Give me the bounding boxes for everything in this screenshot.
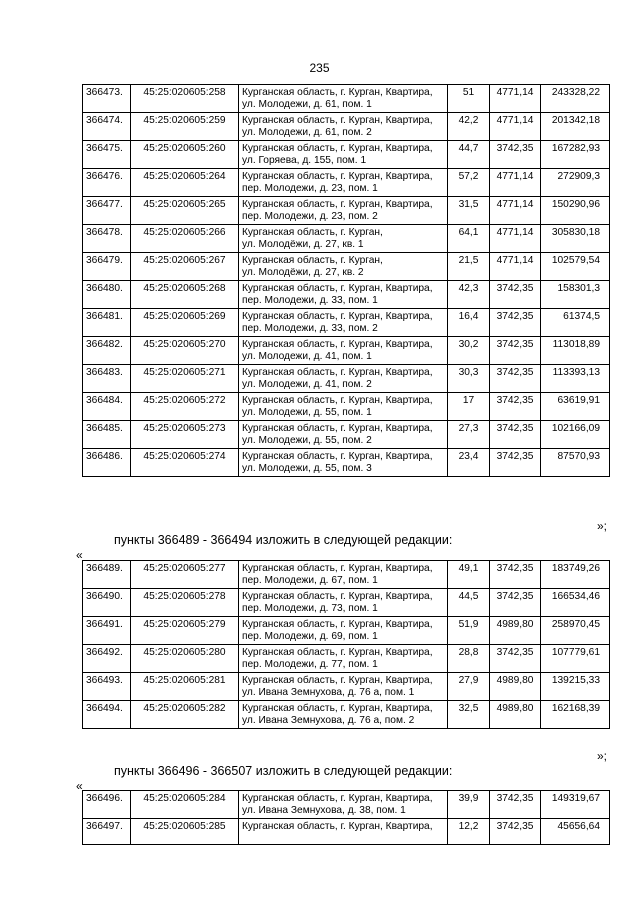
table-row	[83, 365, 610, 393]
address-cell: Курганская область, г. Курган, Квартира, пер. Молодежи, д. 23, пом. 2	[239, 197, 448, 225]
row-number-cell: 366497.	[83, 819, 131, 845]
cost-cell: 158301,3	[541, 281, 610, 309]
table-row	[83, 141, 610, 169]
address-cell: Курганская область, г. Курган, Квартира, ул. Горяева, д. 155, пом. 1	[239, 141, 448, 169]
address-cell: Курганская область, г. Курган, Квартира, ул. Молодежи, д. 61, пом. 1	[239, 85, 448, 113]
cadastral-number-cell: 45:25:020605:279	[131, 617, 239, 645]
cost-cell: 102579,54	[541, 253, 610, 281]
cadastral-number-cell: 45:25:020605:265	[131, 197, 239, 225]
address-cell: Курганская область, г. Курган, Квартира, ул. Молодежи, д. 55, пом. 1	[239, 393, 448, 421]
address-cell: Курганская область, г. Курган, Квартира, пер. Молодежи, д. 33, пом. 2	[239, 309, 448, 337]
row-number-cell: 366479.	[83, 253, 131, 281]
address-cell: Курганская область, г. Курган, Квартира, ул. Ивана Земнухова, д. 76 а, пом. 1	[239, 673, 448, 701]
unit-price-cell: 3742,35	[490, 819, 541, 845]
row-number-cell: 366486.	[83, 449, 131, 477]
cost-cell: 162168,39	[541, 701, 610, 729]
address-cell: Курганская область, г. Курган, Квартира, пер. Молодежи, д. 69, пом. 1	[239, 617, 448, 645]
cost-cell: 183749,26	[541, 561, 610, 589]
area-cell: 51	[448, 85, 490, 113]
cadastral-number-cell: 45:25:020605:273	[131, 421, 239, 449]
unit-price-cell: 4771,14	[490, 225, 541, 253]
table-row	[83, 701, 610, 729]
table-row	[83, 169, 610, 197]
unit-price-cell: 4771,14	[490, 85, 541, 113]
table-row	[83, 225, 610, 253]
area-cell: 27,3	[448, 421, 490, 449]
address-cell: Курганская область, г. Курган, Квартира, ул. Молодежи, д. 41, пом. 2	[239, 365, 448, 393]
row-number-cell: 366480.	[83, 281, 131, 309]
cost-cell: 139215,33	[541, 673, 610, 701]
address-cell: Курганская область, г. Курган, Квартира, ул. Молодежи, д. 61, пом. 2	[239, 113, 448, 141]
unit-price-cell: 3742,35	[490, 421, 541, 449]
unit-price-cell: 3742,35	[490, 791, 541, 819]
area-cell: 31,5	[448, 197, 490, 225]
area-cell: 44,5	[448, 589, 490, 617]
row-number-cell: 366485.	[83, 421, 131, 449]
property-table-2	[82, 560, 610, 729]
area-cell: 64,1	[448, 225, 490, 253]
cadastral-number-cell: 45:25:020605:266	[131, 225, 239, 253]
unit-price-cell: 3742,35	[490, 281, 541, 309]
page-number: 235	[309, 61, 330, 75]
cadastral-number-cell: 45:25:020605:272	[131, 393, 239, 421]
closing-quote: »;	[597, 519, 608, 533]
row-number-cell: 366481.	[83, 309, 131, 337]
row-number-cell: 366491.	[83, 617, 131, 645]
address-cell: Курганская область, г. Курган, Квартира, пер. Молодежи, д. 33, пом. 1	[239, 281, 448, 309]
area-cell: 32,5	[448, 701, 490, 729]
address-cell: Курганская область, г. Курган, Квартира, ул. Молодежи, д. 55, пом. 3	[239, 449, 448, 477]
row-number-cell: 366496.	[83, 791, 131, 819]
row-number-cell: 366493.	[83, 673, 131, 701]
table-row	[83, 281, 610, 309]
row-number-cell: 366490.	[83, 589, 131, 617]
address-cell: Курганская область, г. Курган, Квартира, ул. Ивана Земнухова, д. 38, пом. 1	[239, 791, 448, 819]
address-cell: Курганская область, г. Курган, Квартира, пер. Молодежи, д. 67, пом. 1	[239, 561, 448, 589]
cost-cell: 102166,09	[541, 421, 610, 449]
cadastral-number-cell: 45:25:020605:284	[131, 791, 239, 819]
address-cell: Курганская область, г. Курган, Квартира, ул. Ивана Земнухова, д. 76 а, пом. 2	[239, 701, 448, 729]
table-row	[83, 449, 610, 477]
row-number-cell: 366492.	[83, 645, 131, 673]
table-row	[83, 85, 610, 113]
address-cell: Курганская область, г. Курган, ул. Молодёжи, д. 27, кв. 2	[239, 253, 448, 281]
unit-price-cell: 4771,14	[490, 197, 541, 225]
table-row	[83, 589, 610, 617]
table-row	[83, 337, 610, 365]
cost-cell: 150290,96	[541, 197, 610, 225]
area-cell: 42,3	[448, 281, 490, 309]
cadastral-number-cell: 45:25:020605:274	[131, 449, 239, 477]
table-row	[83, 197, 610, 225]
table-row	[83, 673, 610, 701]
row-number-cell: 366474.	[83, 113, 131, 141]
table-row	[83, 393, 610, 421]
row-number-cell: 366489.	[83, 561, 131, 589]
property-table-3	[82, 790, 610, 845]
area-cell: 39,9	[448, 791, 490, 819]
cost-cell: 45656,64	[541, 819, 610, 845]
cadastral-number-cell: 45:25:020605:270	[131, 337, 239, 365]
area-cell: 27,9	[448, 673, 490, 701]
unit-price-cell: 4989,80	[490, 673, 541, 701]
opening-quote: «	[76, 548, 83, 562]
row-number-cell: 366482.	[83, 337, 131, 365]
cadastral-number-cell: 45:25:020605:281	[131, 673, 239, 701]
area-cell: 28,8	[448, 645, 490, 673]
unit-price-cell: 4989,80	[490, 617, 541, 645]
cadastral-number-cell: 45:25:020605:278	[131, 589, 239, 617]
cost-cell: 272909,3	[541, 169, 610, 197]
address-cell: Курганская область, г. Курган, Квартира, пер. Молодежи, д. 77, пом. 1	[239, 645, 448, 673]
row-number-cell: 366484.	[83, 393, 131, 421]
unit-price-cell: 3742,35	[490, 589, 541, 617]
cost-cell: 201342,18	[541, 113, 610, 141]
table-row	[83, 617, 610, 645]
area-cell: 12,2	[448, 819, 490, 845]
area-cell: 23,4	[448, 449, 490, 477]
unit-price-cell: 3742,35	[490, 561, 541, 589]
table-row	[83, 791, 610, 819]
table-row	[83, 113, 610, 141]
cost-cell: 305830,18	[541, 225, 610, 253]
row-number-cell: 366494.	[83, 701, 131, 729]
unit-price-cell: 3742,35	[490, 449, 541, 477]
row-number-cell: 366476.	[83, 169, 131, 197]
address-cell: Курганская область, г. Курган, Квартира, пер. Молодежи, д. 73, пом. 1	[239, 589, 448, 617]
table-row	[83, 645, 610, 673]
unit-price-cell: 4989,80	[490, 701, 541, 729]
cadastral-number-cell: 45:25:020605:282	[131, 701, 239, 729]
cost-cell: 166534,46	[541, 589, 610, 617]
unit-price-cell: 3742,35	[490, 365, 541, 393]
cadastral-number-cell: 45:25:020605:264	[131, 169, 239, 197]
address-cell: Курганская область, г. Курган, Квартира, пер. Молодежи, д. 23, пом. 1	[239, 169, 448, 197]
area-cell: 44,7	[448, 141, 490, 169]
cadastral-number-cell: 45:25:020605:260	[131, 141, 239, 169]
cost-cell: 113393,13	[541, 365, 610, 393]
cadastral-number-cell: 45:25:020605:285	[131, 819, 239, 845]
address-cell: Курганская область, г. Курган, ул. Молодёжи, д. 27, кв. 1	[239, 225, 448, 253]
address-cell: Курганская область, г. Курган, Квартира,	[239, 819, 448, 845]
row-number-cell: 366478.	[83, 225, 131, 253]
cost-cell: 258970,45	[541, 617, 610, 645]
row-number-cell: 366483.	[83, 365, 131, 393]
cadastral-number-cell: 45:25:020605:258	[131, 85, 239, 113]
cadastral-number-cell: 45:25:020605:267	[131, 253, 239, 281]
opening-quote: «	[76, 779, 83, 793]
cadastral-number-cell: 45:25:020605:271	[131, 365, 239, 393]
cost-cell: 63619,91	[541, 393, 610, 421]
amendment-note: пункты 366489 - 366494 изложить в следующей редакции:	[114, 533, 453, 547]
address-cell: Курганская область, г. Курган, Квартира, ул. Молодежи, д. 55, пом. 2	[239, 421, 448, 449]
unit-price-cell: 3742,35	[490, 337, 541, 365]
area-cell: 16,4	[448, 309, 490, 337]
cost-cell: 149319,67	[541, 791, 610, 819]
unit-price-cell: 3742,35	[490, 393, 541, 421]
unit-price-cell: 4771,14	[490, 169, 541, 197]
cost-cell: 107779,61	[541, 645, 610, 673]
cadastral-number-cell: 45:25:020605:268	[131, 281, 239, 309]
cost-cell: 113018,89	[541, 337, 610, 365]
cost-cell: 61374,5	[541, 309, 610, 337]
unit-price-cell: 4771,14	[490, 253, 541, 281]
table-row	[83, 253, 610, 281]
area-cell: 30,2	[448, 337, 490, 365]
cost-cell: 167282,93	[541, 141, 610, 169]
amendment-note: пункты 366496 - 366507 изложить в следующей редакции:	[114, 764, 453, 778]
cadastral-number-cell: 45:25:020605:280	[131, 645, 239, 673]
unit-price-cell: 3742,35	[490, 645, 541, 673]
cadastral-number-cell: 45:25:020605:269	[131, 309, 239, 337]
area-cell: 57,2	[448, 169, 490, 197]
area-cell: 21,5	[448, 253, 490, 281]
unit-price-cell: 4771,14	[490, 113, 541, 141]
area-cell: 49,1	[448, 561, 490, 589]
area-cell: 17	[448, 393, 490, 421]
cadastral-number-cell: 45:25:020605:259	[131, 113, 239, 141]
unit-price-cell: 3742,35	[490, 309, 541, 337]
cost-cell: 243328,22	[541, 85, 610, 113]
table-row	[83, 819, 610, 845]
area-cell: 30,3	[448, 365, 490, 393]
row-number-cell: 366477.	[83, 197, 131, 225]
address-cell: Курганская область, г. Курган, Квартира, ул. Молодежи, д. 41, пом. 1	[239, 337, 448, 365]
area-cell: 42,2	[448, 113, 490, 141]
row-number-cell: 366473.	[83, 85, 131, 113]
row-number-cell: 366475.	[83, 141, 131, 169]
table-row	[83, 421, 610, 449]
unit-price-cell: 3742,35	[490, 141, 541, 169]
closing-quote: »;	[597, 749, 608, 763]
table-row	[83, 309, 610, 337]
cadastral-number-cell: 45:25:020605:277	[131, 561, 239, 589]
property-table-1	[82, 84, 610, 477]
area-cell: 51,9	[448, 617, 490, 645]
cost-cell: 87570,93	[541, 449, 610, 477]
table-row	[83, 561, 610, 589]
